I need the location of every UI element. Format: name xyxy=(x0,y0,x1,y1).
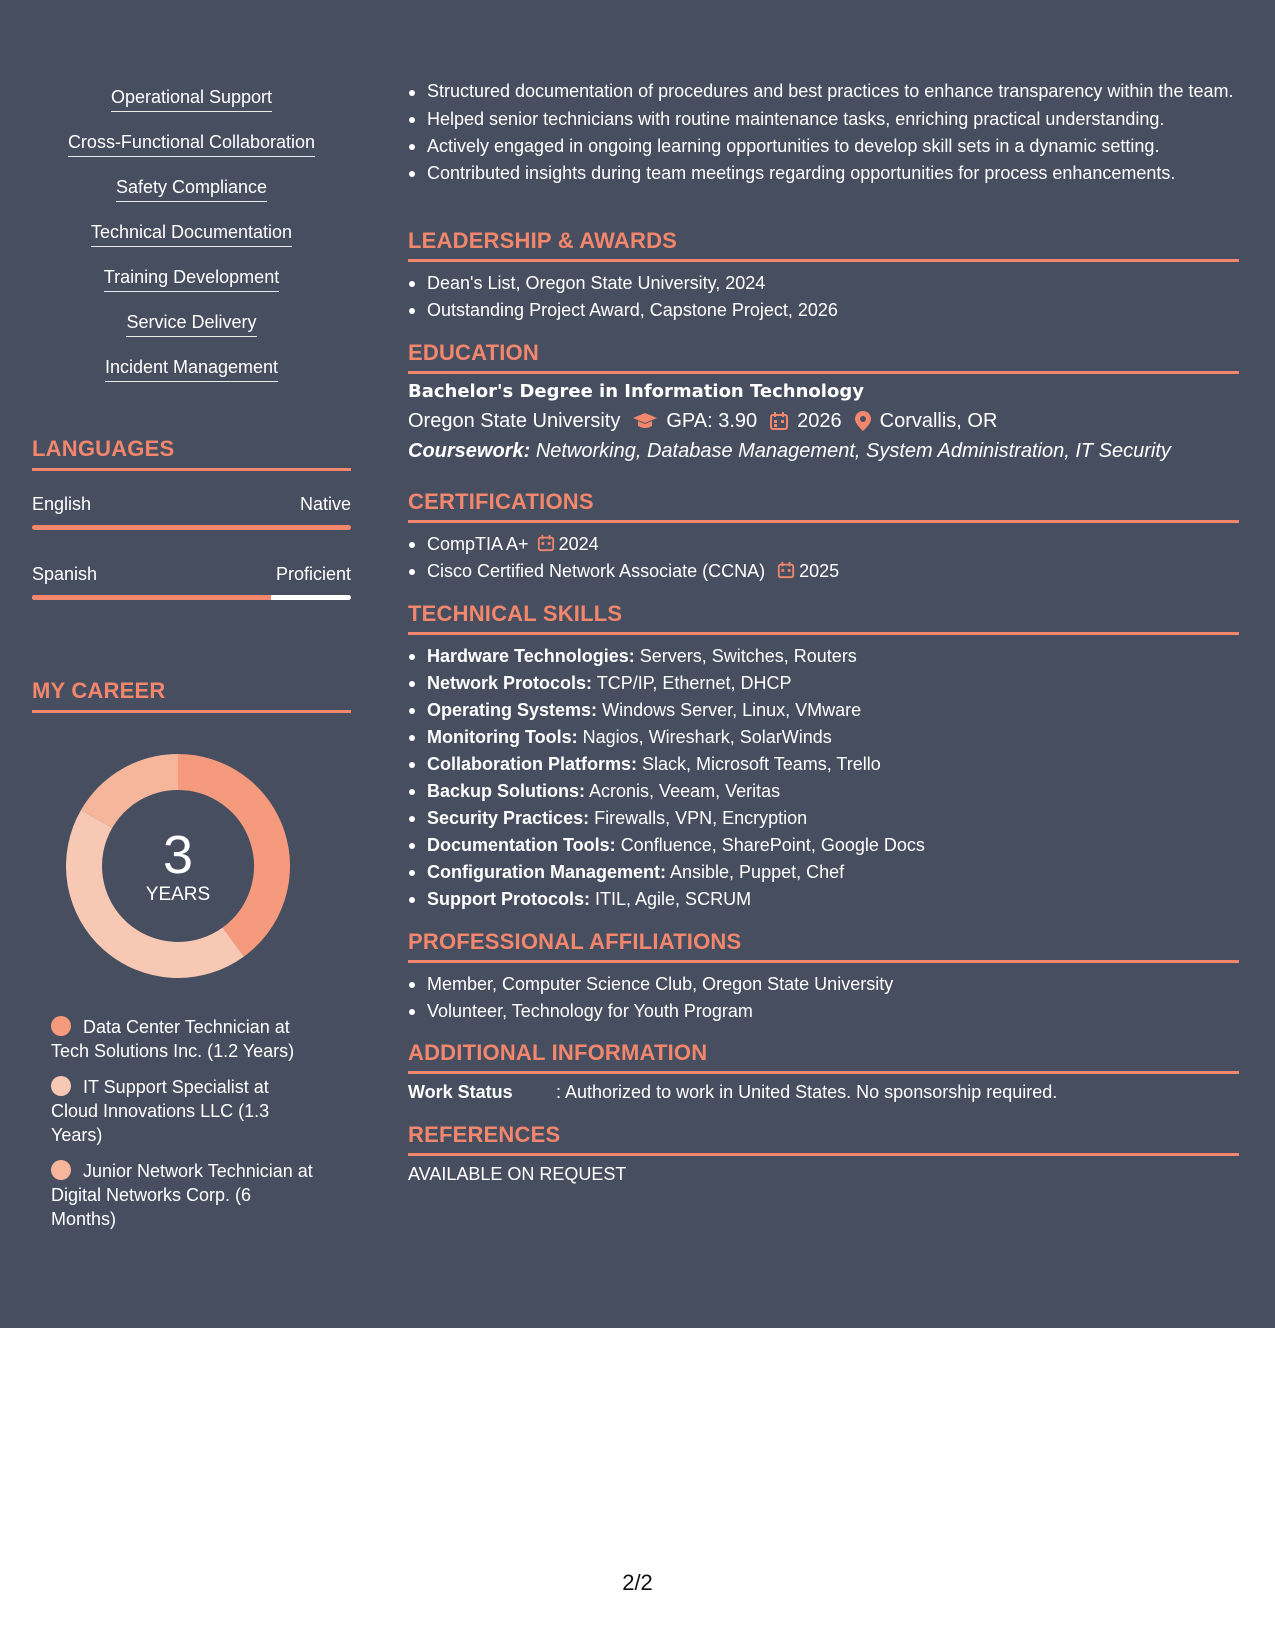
graduation-year: 2026 xyxy=(797,410,842,432)
career-legend-item xyxy=(51,1015,316,1063)
calendar-icon xyxy=(537,534,555,552)
career-total-unit: YEARS xyxy=(145,884,211,905)
skill-values: Servers, Switches, Routers xyxy=(639,646,857,666)
leadership-section xyxy=(408,228,1239,324)
skill-values: Confluence, SharePoint, Google Docs xyxy=(620,835,925,855)
technical-skills-section xyxy=(408,601,1239,913)
skill-category: Collaboration Platforms: xyxy=(427,754,638,774)
list-item: Dean's List, Oregon State University, 2024 xyxy=(408,270,1239,297)
list-item: Volunteer, Technology for Youth Program xyxy=(408,998,1239,1025)
list-item xyxy=(408,805,1239,832)
list-item xyxy=(408,751,1239,778)
skill-tag: Technical Documentation xyxy=(91,221,292,247)
skill-tag: Operational Support xyxy=(111,86,272,112)
languages-heading: LANGUAGES xyxy=(32,436,351,471)
skill-category: Network Protocols: xyxy=(427,673,593,693)
list-item xyxy=(408,859,1239,886)
affiliations-section xyxy=(408,929,1239,1025)
section-title: CERTIFICATIONS xyxy=(408,489,1239,523)
career-legend xyxy=(51,1015,316,1243)
skill-values: Nagios, Wireshark, SolarWinds xyxy=(582,727,832,747)
skill-category: Operating Systems: xyxy=(427,700,598,720)
list-item xyxy=(408,832,1239,859)
list-item: Member, Computer Science Club, Oregon State University xyxy=(408,971,1239,998)
list-item: Outstanding Project Award, Capstone Project, 2026 xyxy=(408,297,1239,324)
language-bar xyxy=(32,525,351,530)
section-title: REFERENCES xyxy=(408,1122,1239,1156)
work-status-label: Work Status xyxy=(408,1082,513,1102)
school-name: Oregon State University xyxy=(408,410,621,432)
skill-tag: Service Delivery xyxy=(126,311,256,337)
language-english xyxy=(32,494,351,530)
location-pin-icon xyxy=(854,410,872,432)
certification-year: 2024 xyxy=(558,534,599,554)
legend-dot xyxy=(51,1160,71,1180)
language-spanish xyxy=(32,564,351,600)
skill-values: Ansible, Puppet, Chef xyxy=(670,862,845,882)
coursework xyxy=(408,436,1239,466)
calendar-icon xyxy=(777,561,795,579)
coursework-text: Networking, Database Management, System Administration, IT Security xyxy=(535,440,1171,462)
degree-title: Bachelor's Degree in Information Technology xyxy=(408,381,864,402)
section-title: LEADERSHIP & AWARDS xyxy=(408,228,1239,262)
language-bar-fill xyxy=(32,595,271,600)
language-level: Proficient xyxy=(275,564,351,584)
list-item xyxy=(408,697,1239,724)
section-title: ADDITIONAL INFORMATION xyxy=(408,1040,1239,1074)
list-item: Contributed insights during team meetings regarding opportunities for process enhancements. xyxy=(408,160,1239,187)
skill-category: Documentation Tools: xyxy=(427,835,616,855)
references-section xyxy=(408,1122,1239,1185)
skill-values: Windows Server, Linux, VMware xyxy=(602,700,862,720)
certification-name: Cisco Certified Network Associate (CCNA) xyxy=(427,561,766,581)
list-item: Actively engaged in ongoing learning opportunities to develop skill sets in a dynamic setting. xyxy=(408,133,1239,160)
education-meta xyxy=(408,406,1239,436)
language-bar-fill xyxy=(32,525,351,530)
skill-values: TCP/IP, Ethernet, DHCP xyxy=(596,673,792,693)
skill-values: Slack, Microsoft Teams, Trello xyxy=(642,754,881,774)
skill-category: Configuration Management: xyxy=(427,862,666,882)
list-item: Helped senior technicians with routine maintenance tasks, enriching practical understanding. xyxy=(408,106,1239,133)
career-heading: MY CAREER xyxy=(32,678,351,713)
skill-values: Acronis, Veeam, Veritas xyxy=(589,781,781,801)
graduation-cap-icon xyxy=(632,412,658,430)
skill-tag: Safety Compliance xyxy=(116,176,267,202)
skill-category: Hardware Technologies: xyxy=(427,646,635,666)
page-number: 2/2 xyxy=(622,1570,653,1595)
calendar-icon xyxy=(769,411,789,431)
donut-center xyxy=(66,754,290,978)
legend-dot xyxy=(51,1016,71,1036)
gpa: GPA: 3.90 xyxy=(666,410,758,432)
career-donut-chart xyxy=(66,754,290,978)
skill-category: Security Practices: xyxy=(427,808,590,828)
list-item xyxy=(408,778,1239,805)
list-item xyxy=(408,886,1239,913)
language-name: Spanish xyxy=(32,564,98,584)
career-total-years: 3 xyxy=(162,825,194,885)
list-item xyxy=(408,643,1239,670)
experience-bullets xyxy=(408,79,1239,187)
section-title: TECHNICAL SKILLS xyxy=(408,601,1239,635)
certification-year: 2025 xyxy=(799,561,840,581)
career-legend-item xyxy=(51,1075,316,1147)
skill-tag: Incident Management xyxy=(105,356,278,382)
skill-category: Support Protocols: xyxy=(427,889,590,909)
skill-tag: Cross-Functional Collaboration xyxy=(68,131,315,157)
language-name: English xyxy=(32,494,92,514)
section-title: PROFESSIONAL AFFILIATIONS xyxy=(408,929,1239,963)
language-level: Native xyxy=(299,494,351,514)
list-item xyxy=(408,670,1239,697)
career-legend-item xyxy=(51,1159,316,1231)
legend-dot xyxy=(51,1076,71,1096)
career-legend-label: IT Support Specialist at Cloud Innovations LLC (1.3 Years) xyxy=(51,1077,270,1145)
skill-category: Backup Solutions: xyxy=(427,781,586,801)
career-legend-label: Junior Network Technician at Digital Networks Corp. (6 Months) xyxy=(51,1161,313,1229)
section-title: EDUCATION xyxy=(408,340,1239,374)
skill-values: ITIL, Agile, SCRUM xyxy=(595,889,752,909)
skills-tag-list xyxy=(32,86,351,401)
school-location: Corvallis, OR xyxy=(879,410,998,432)
list-item: Structured documentation of procedures and best practices to enhance transparency within the team. xyxy=(408,79,1239,103)
additional-info-section xyxy=(408,1040,1239,1103)
education-section xyxy=(408,340,1239,466)
career-legend-label: Data Center Technician at Tech Solutions Inc. (1.2 Years) xyxy=(51,1017,295,1061)
list-item xyxy=(408,531,1239,558)
work-status xyxy=(408,1082,1239,1103)
certifications-section xyxy=(408,489,1239,585)
work-status-value: : Authorized to work in United States. No sponsorship required. xyxy=(556,1082,1058,1102)
references-text: AVAILABLE ON REQUEST xyxy=(408,1164,627,1184)
skill-values: Firewalls, VPN, Encryption xyxy=(594,808,808,828)
list-item xyxy=(408,558,1239,585)
skill-tag: Training Development xyxy=(104,266,279,292)
skill-category: Monitoring Tools: xyxy=(427,727,578,747)
language-bar xyxy=(32,595,351,600)
list-item xyxy=(408,724,1239,751)
certification-name: CompTIA A+ xyxy=(427,534,529,554)
coursework-label: Coursework: xyxy=(408,440,531,462)
